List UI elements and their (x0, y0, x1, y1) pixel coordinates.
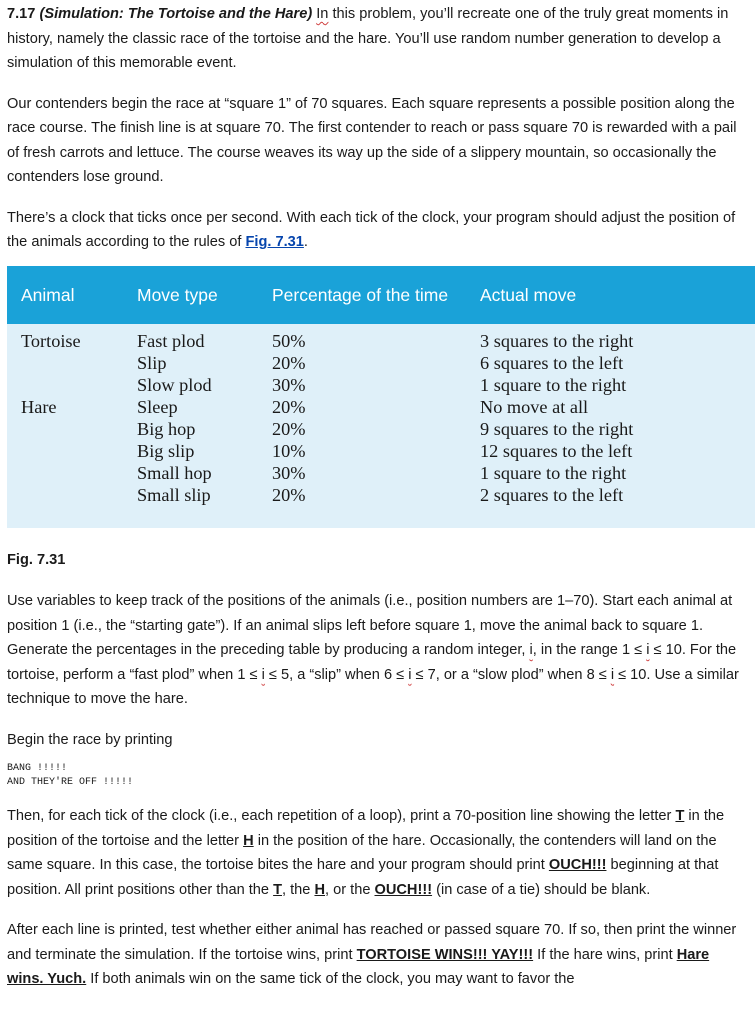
move-cell: Slip (137, 353, 167, 373)
positions-text: Use variables to keep track of the positions of the animals (i.e., position numbers are 1–70). Start each animal at position 1 (i.e., the “starting gate”). If an animal slips left before square 1, move the animal back to square 1. Generate the percentages in the preceding table by producing a random integer, (7, 593, 733, 658)
tortoise-wins-text: TORTOISE WINS!!! YAY!!! (356, 946, 534, 963)
percent-cell: 20% (272, 353, 306, 373)
fig-link[interactable]: Fig. 7.31 (245, 234, 304, 250)
percent-cell: 20% (272, 397, 306, 417)
header-actual-move: Actual move (480, 285, 577, 305)
move-cell: Big slip (137, 441, 195, 461)
percent-cell: 20% (272, 485, 306, 505)
move-cell: Big hop (137, 419, 196, 439)
hare-wins-text: Hare wins. Yuch. (7, 946, 710, 987)
percent-cell: 10% (272, 441, 306, 461)
percent-cell: 30% (272, 375, 306, 395)
letter-h: H (243, 832, 254, 849)
letter-t: T (675, 808, 685, 824)
actual-cell: 2 squares to the left (480, 485, 624, 505)
percent-cell: 20% (272, 419, 306, 439)
begin-paragraph: Begin the race by printing (7, 731, 173, 748)
tick-paragraph (7, 804, 749, 902)
variable-i: i (261, 666, 265, 683)
letter-h: H (314, 881, 326, 898)
animal-cell-empty (21, 374, 81, 396)
positions-text: ≤ 10. Use a similar technique to move the hare. (7, 666, 739, 707)
header-percentage: Percentage of the time (272, 285, 449, 305)
winner-text: After each line is printed, test whether either animal has reached or passed square 70. If so, then print the winner and terminate the simulation. If the tortoise wins, print (7, 922, 737, 963)
figure-caption: Fig. 7.31 (7, 552, 66, 568)
variable-i: i (529, 642, 533, 658)
move-cell: Fast plod (137, 331, 205, 351)
intro-paragraph (7, 2, 749, 76)
letter-t: T (273, 881, 283, 898)
percent-cell: 30% (272, 463, 306, 483)
positions-paragraph (7, 589, 749, 712)
code-output: BANG !!!!! AND THEY'RE OFF !!!!! (7, 763, 134, 788)
winner-text: If both animals win on the same tick of the clock, you may want to favor the (86, 971, 575, 987)
percentage-column (272, 330, 306, 506)
winner-text: If the hare wins, print (533, 946, 677, 963)
ouch-text: OUCH!!! (374, 881, 433, 898)
actual-move-column (480, 330, 633, 506)
actual-cell: 6 squares to the left (480, 353, 624, 373)
intro-text: this problem, you’ll recreate one of the truly great moments in history, namely the classic race of the tortoise and the hare. You’ll use random number generation to develop a simulation of this memorable event. (7, 6, 729, 71)
clock-text: There’s a clock that ticks once per second. With each tick of the clock, your program should adjust the position of the animals according to the rules of (7, 209, 736, 250)
table-header (7, 266, 755, 324)
exercise-title: (Simulation: The Tortoise and the Hare) (39, 6, 313, 22)
tick-text: (in case of a tie) should be blank. (432, 881, 651, 898)
intro-section (7, 2, 749, 255)
animal-cell-empty (21, 352, 81, 374)
percent-cell: 50% (272, 331, 306, 351)
tick-text: in the position of the hare. Occasionally, the contenders will land on the same square. In this case, the tortoise bites the hare and your program should print (7, 832, 717, 873)
clock-paragraph (7, 206, 749, 255)
move-cell: Sleep (137, 397, 178, 417)
race-description: Our contenders begin the race at “square 1” of 70 squares. Each square represents a possible position along the race course. The finish line is at square 70. The first contender to reach or pass square 70 is rewarded with a pail of fresh carrots and lettuce. The course weaves its way up the side of a slippery mountain, so occasionally the contenders lose ground. (7, 95, 737, 185)
actual-cell: 12 squares to the left (480, 441, 633, 461)
variable-i: i (646, 642, 650, 658)
ouch-text: OUCH!!! (548, 857, 607, 873)
tick-text: , the (282, 881, 315, 898)
clock-text-end: . (303, 234, 308, 250)
move-cell: Slow plod (137, 375, 212, 395)
move-type-column (137, 330, 212, 506)
rules-section (7, 589, 749, 1008)
tick-text: Then, for each tick of the clock (i.e., each repetition of a loop), print a 70-position line showing the letter (7, 808, 676, 824)
actual-cell: 1 square to the right (480, 463, 627, 483)
positions-text: , in the range 1 ≤ (532, 642, 647, 658)
variable-i: i (408, 666, 412, 683)
move-cell: Small slip (137, 485, 211, 505)
exercise-number: 7.17 (7, 6, 36, 22)
header-move-type: Move type (137, 285, 218, 305)
animal-cell-hare: Hare (21, 397, 57, 417)
winner-paragraph (7, 918, 749, 992)
animal-cell-tortoise: Tortoise (21, 331, 81, 351)
move-table (7, 266, 755, 528)
variable-i: i (610, 666, 615, 683)
actual-cell: No move at all (480, 397, 589, 417)
move-cell: Small hop (137, 463, 212, 483)
positions-text: ≤ 5, a “slip” when 6 ≤ (264, 666, 409, 683)
animal-column (21, 330, 81, 418)
header-animal: Animal (21, 285, 75, 305)
actual-cell: 1 square to the right (480, 375, 627, 395)
tick-text: beginning at that position. All print positions other than the (7, 857, 719, 898)
positions-text: ≤ 7, or a “slow plod” when 8 ≤ (411, 666, 611, 683)
spellcheck-word: In (316, 6, 329, 22)
tick-text: , or the (325, 881, 375, 898)
tick-text: in the position of the tortoise and the letter (7, 808, 725, 849)
positions-text: ≤ 10. For the tortoise, perform a “fast plod” when 1 ≤ (7, 642, 737, 683)
actual-cell: 9 squares to the right (480, 419, 634, 439)
actual-cell: 3 squares to the right (480, 331, 634, 351)
